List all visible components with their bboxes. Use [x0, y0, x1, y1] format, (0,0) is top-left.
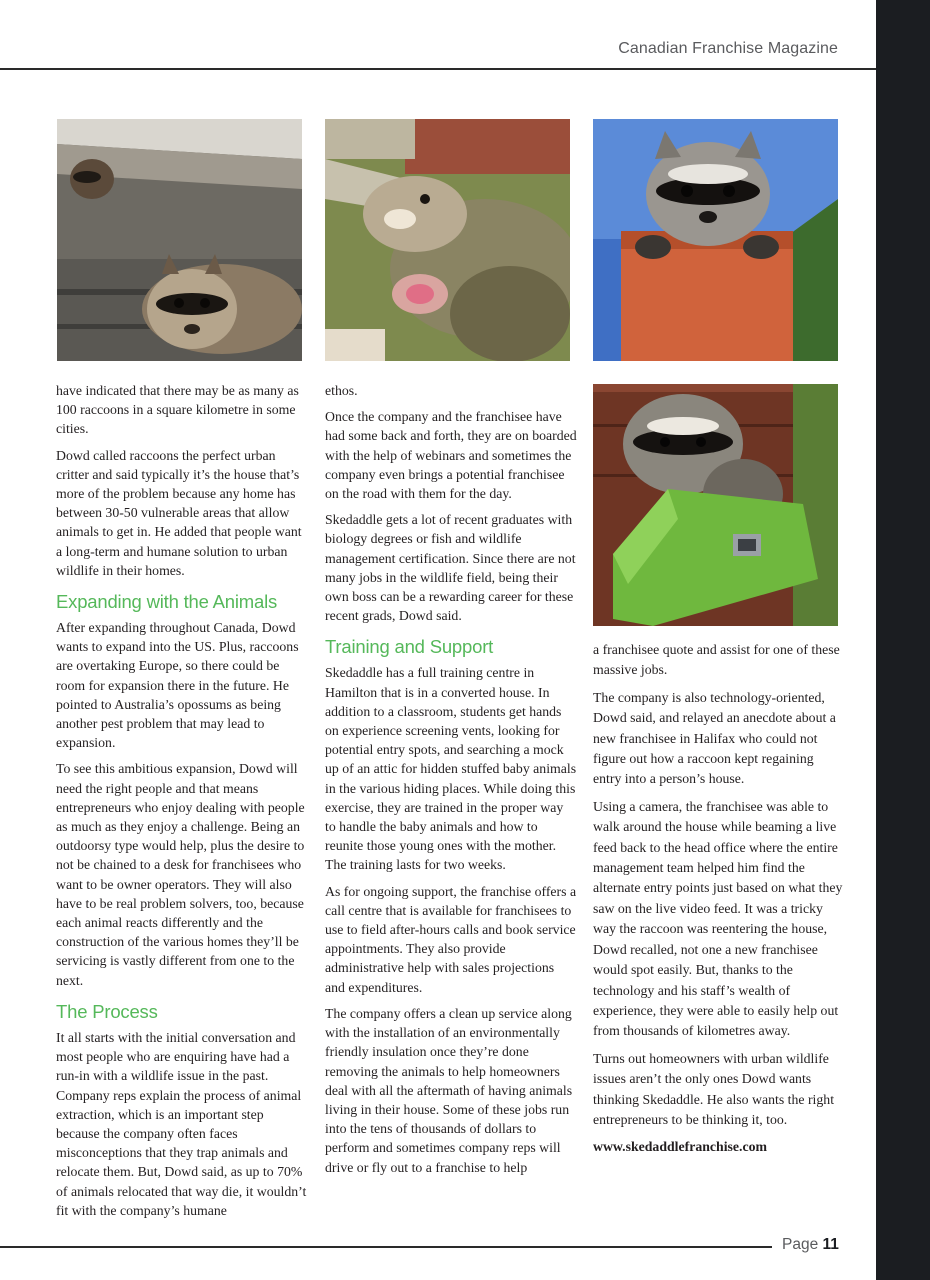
paragraph: As for ongoing support, the franchise offers a call centre that is available for franchisees to use to field after-hours calls and book service appointments. They also provide administrative help with sales projections and expenditures. — [325, 883, 577, 995]
paragraph: The company offers a clean up service along with the installation of an environmentally friendly insulation once they’re done removing the animals to help homeowners deal with all the aftermath of having animals living in their house. Some of these jobs run into the tens of thousands of dollars to perform and sometimes company reps will drive or fly out to a franchise to help — [325, 1005, 573, 1175]
paragraph: To see this ambitious expansion, Dowd will need the right people and that means entrepreneurs who enjoy dealing with people as much as they enjoy a challenge. Being an outdoorsy type would help, plus the desire to not be chained to a desk for franchisees who want to be owner operators. They will also have to be real problem solvers, too, because each animal reacts differently and the construction of the various homes they’ll be servicing is vastly different from one to the next. — [56, 761, 305, 988]
paragraph: Skedaddle has a full training centre in Hamilton that is in a converted house. In addition to a classroom, students get hands on experience screening vents, looking for potential entry spots, and searching a mock up of an attic for hidden stuffed baby animals in the various hiding places. While doing this exercise, they are trained in the proper way to handle the baby animals and how to reunite those young ones with the mother. The training lasts for two weeks. — [325, 665, 577, 873]
header-rule — [0, 68, 876, 70]
paragraph: have indicated that there may be as many as 100 raccoons in a square kilometre in some cities. — [56, 383, 299, 437]
article-column-middle — [325, 381, 577, 1184]
section-heading-expanding: Expanding with the Animals — [56, 591, 278, 613]
paragraph: ethos. — [325, 383, 358, 398]
website-link[interactable]: www.skedaddlefranchise.com — [593, 1139, 767, 1155]
page-number-value: 11 — [822, 1236, 839, 1253]
paragraph: After expanding throughout Canada, Dowd wants to expand into the US. Plus, raccoons are overtaking Europe, so there could be room for expansion there in the future. He pointed to Australia’s opossums as being another pest problem that may lead to expansion. — [56, 620, 299, 751]
raccoon-in-green-box-photo — [593, 384, 838, 626]
section-heading-training: Training and Support — [325, 636, 494, 658]
paragraph: Dowd called raccoons the perfect urban critter and said typically it’s the house that’s more of the problem because any home has between 30-50 vulnerable areas that allow animals to get in. He added that people want a long-term and humane solution to urban wildlife in their homes. — [56, 447, 302, 578]
paragraph: a franchisee quote and assist for one of these massive jobs. — [593, 642, 840, 678]
magazine-title: Canadian Franchise Magazine — [618, 40, 838, 57]
article-column-right — [593, 640, 845, 1165]
footer-rule — [0, 1246, 772, 1248]
paragraph: The company is also technology-oriented, Dowd said, and relayed an anecdote about a new franchisee in Halifax who could not figure out how a raccoon kept regaining entry into a person’s house. — [593, 689, 836, 787]
raccoons-on-roof-photo — [57, 119, 302, 361]
paragraph: Once the company and the franchisee have had some back and forth, they are on boarded with the help of webinars and sometimes the company even brings a potential franchisee on the road with them for the day. — [325, 409, 577, 502]
article-column-left — [56, 381, 308, 1227]
squirrel-in-hand-photo — [325, 119, 570, 361]
paragraph: Skedaddle gets a lot of recent graduates with biology degrees or fish and wildlife management certification. Since there are not many jobs in the wildlife field, being their own boss can be a rewarding career for these recent grads, Dowd said. — [325, 512, 576, 624]
page-label: Page — [782, 1236, 819, 1253]
section-heading-process: The Process — [56, 1000, 158, 1022]
paragraph: Turns out homeowners with urban wildlife issues aren’t the only ones Dowd wants thinking Skedaddle. He also wants the right entrepreneurs to be thinking it, too. — [593, 1050, 835, 1127]
page-edge-bar — [876, 0, 930, 1280]
paragraph: It all starts with the initial conversation and most people who are enquiring have had a run-in with a wildlife issue in the past. Company reps explain the process of animal extraction, which is an important step because the company often faces misconceptions that they trap animals and relocate them. But, Dowd said, as up to 70% of animals relocated that way die, it wouldn’t fit with the company’s humane — [56, 1029, 307, 1218]
page-number — [782, 1236, 839, 1254]
paragraph: Using a camera, the franchisee was able to walk around the house while beaming a live feed back to the head office where the entire management team helped him find the alternate entry points just based on what they saw on the live video feed. It was a tricky way the raccoon was reentering the house, Dowd recalled, not one a new franchisee would spot easily. But, thanks to the technology and his staff’s wealth of experience, they were able to easily help out from thousands of kilometres away. — [593, 798, 843, 1039]
raccoon-on-chimney-photo — [593, 119, 838, 361]
